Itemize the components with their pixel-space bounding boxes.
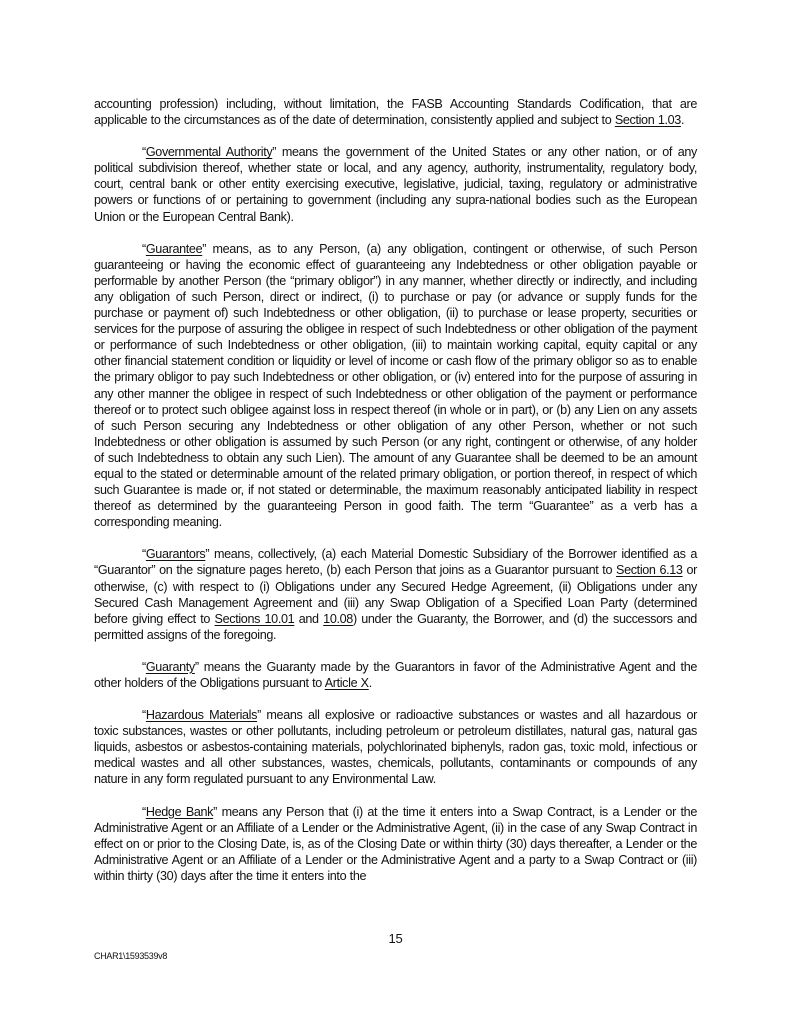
document-body xyxy=(94,96,697,900)
text-run: “ xyxy=(142,804,146,819)
page-number: 15 xyxy=(388,931,403,946)
defined-term: Guarantee xyxy=(145,241,203,256)
definition-guarantee xyxy=(94,241,697,531)
text-run: “ xyxy=(142,547,146,562)
text-run: and xyxy=(294,611,324,626)
definition-guarantors xyxy=(94,546,697,643)
text-run: ” means, collectively, (a) each Material Domestic Subsidiary of the Borrower identified as a “Guarantor” on the signature pages hereto, (b) each Person that joins as a Guarantor pursuant to xyxy=(94,547,697,578)
text-run: ” means any Person that (i) at the time it enters into a Swap Contract, is a Lender or the Administrative Agent or an Affiliate of a Lender or the Administrative Agent, (ii) in the case of any Swap Contract in effect on or prior to the Closing Date, is, as of the Closing Date or within thirty (30) days thereafter, a Lender or the Administrative Agent or an Affiliate of a Lender or the Administrative Agent and a party to a Swap Contract or (iii) within thirty (30) days after the time it enters into the xyxy=(94,804,697,883)
text-run: ” means all explosive or radioactive substances or wastes and all hazardous or toxic substances, wastes or other pollutants, including petroleum or petroleum distillates, natural gas, natural gas liquids, asbestos or asbestos-containing materials, polychlorinated biphenyls, radon gas, toxic mold, infectious or medical wastes and all other substances, wastes, chemicals, pollutants, contaminants or compounds of any nature in any form regulated pursuant to any Environmental Law. xyxy=(94,708,697,787)
defined-term: Guarantors xyxy=(145,547,206,562)
text-run: “ xyxy=(142,145,146,160)
section-reference-link: 10.08 xyxy=(323,611,353,626)
text-run: ) under the Guaranty, the Borrower, and (d) the successors and permitted assigns of the foregoing. xyxy=(94,611,697,642)
text-run: “ xyxy=(142,241,146,256)
defined-term: Hazardous Materials xyxy=(145,708,258,723)
defined-term: Governmental Authority xyxy=(145,145,273,160)
defined-term: Hedge Bank xyxy=(145,804,214,819)
text-run: . xyxy=(680,113,685,128)
text-run: ” means, as to any Person, (a) any obligation, contingent or otherwise, of such Person guaranteeing or having the economic effect of guaranteeing any Indebtedness or other obligation payable or performable by another Person (the “primary obligor”) in any manner, whether directly or indirectly, and including any obligation of such Person, direct or indirect, (i) to purchase or pay (or advance or supply funds for the purchase or payment of) such Indebtedness or other obligation, (ii) to purchase or lease property, securities or services for the purpose of assuring the obligee in respect of such Indebtedness or other obligation of the payment or performance of such Indebtedness or other obligation, (iii) to maintain working capital, equity capital or any other financial statement condition or liquidity or level of income or cash flow of the primary obligor so as to enable the primary obligor to pay such Indebtedness or other obligation, or (iv) entered into for the purpose of assuring in any other manner the obligee in respect of such Indebtedness or other obligation of the payment or performance thereof or to protect such obligee against loss in respect thereof (in whole or in part), or (b) any Lien on any assets of such Person securing any Indebtedness or other obligation of any other Person, whether or not such Indebtedness or other obligation is assumed by such Person (or any right, contingent or otherwise, of any holder of such Indebtedness to obtain any such Lien). The amount of any Guarantee shall be deemed to be an amount equal to the stated or determinable amount of the related primary obligation, or portion thereof, in respect of which such Guarantee is made or, if not stated or determinable, the maximum reasonably anticipated liability in respect thereof as determined by the guaranteeing Person in good faith. The term “Guarantee” as a verb has a corresponding meaning. xyxy=(94,241,697,530)
definition-hedge-bank xyxy=(94,804,697,884)
defined-term: Guaranty xyxy=(145,659,195,674)
text-run: ” means the Guaranty made by the Guarantors in favor of the Administrative Agent and the other holders of the Obligations pursuant to xyxy=(94,659,697,690)
text-run: accounting profession) including, without limitation, the FASB Accounting Standards Codification, that are applicable to the circumstances as of the date of determination, consistently applied and subject to xyxy=(94,97,697,128)
paragraph-gaap-continuation xyxy=(94,96,697,128)
definition-governmental-authority xyxy=(94,144,697,224)
document-id-footer: CHAR1\1593539v8 xyxy=(94,951,168,961)
definition-guaranty xyxy=(94,659,697,691)
definition-hazardous-materials xyxy=(94,707,697,787)
article-reference-link: Article X xyxy=(324,676,369,690)
section-reference-link: Section 6.13 xyxy=(616,563,683,578)
text-run: “ xyxy=(142,708,146,723)
text-run: or otherwise, (c) with respect to (i) Obligations under any Secured Hedge Agreement, (ii) Obligations under any Secured Cash Management Agreement and (iii) any Swap Obligation of a Specified Loan Party (determined before giving effect to xyxy=(94,563,697,626)
text-run: ” means the government of the United States or any other nation, or of any political subdivision thereof, whether state or local, and any agency, authority, instrumentality, regulatory body, court, central bank or other entity exercising executive, legislative, judicial, taxing, regulatory or administrative powers or functions of or pertaining to government (including any supra-national bodies such as the European Union or the European Central Bank). xyxy=(94,145,697,224)
text-run: “ xyxy=(142,659,146,674)
section-reference-link: Section 1.03 xyxy=(614,113,681,128)
section-reference-link: Sections 10.01 xyxy=(214,611,295,626)
text-run: . xyxy=(368,676,372,690)
